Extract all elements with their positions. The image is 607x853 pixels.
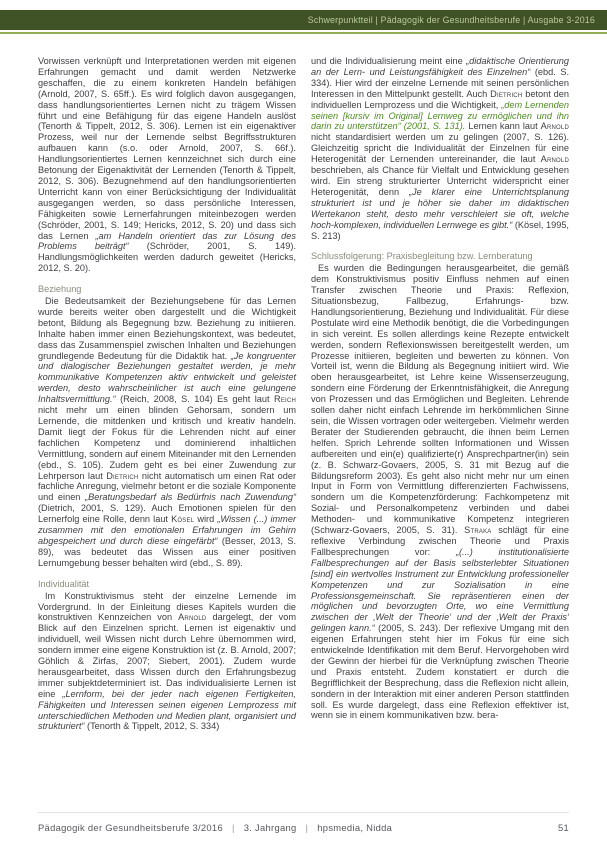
body-text: (Dietrich, 2001, S. 129). Auch Emotionen spielen für den Lernerfolg eine Rolle, denn laut <box>38 503 296 525</box>
author-name: Arnold <box>540 154 569 165</box>
body-text: (Besser, 2013, S. 89), was bedeutet das Wissen aus einer positiven Lernumgebung besser behalten wird (ebd., S. 89). <box>38 535 296 568</box>
section-heading: Individualität <box>38 578 90 589</box>
body-text: Es wurden die Bedingungen herausgearbeitet, die gemäß dem Konstruktivismus positiv Einfluss nehmen auf einen Transfer zwischen Theorie und Praxis: Reflexion, Situationsbezug, Fallbezug, Erfahrungs- bzw. Handlungsorientierung, Beziehung und Individualität. Für diese Postulate wird eine Methodik benötigt, die die Vorbedingungen in sich vereint. Es sollen allerdings keine Rezepte entwickelt werden, sondern Reflexionswissen bereitgestellt werden, um Prozesse initiieren, begleiten und bewerten zu können. Von Vorteil ist, wenn die Bildung als Begegnung initiiert wird. Wie oben herausgearbeitet, ist Lehre keine Wissenserzeugung, sondern eine Förderung der Erkenntnisfähigkeit, die Anregung von Prozessen und das Ermöglichen und Begleiten. Lehrende sollen daher nicht einfach Lehrende im herkömmlichen Sinne sein, die Wissen vortragen oder weitergeben. Vielmehr werden Berater der Studierenden gebraucht, die ihnen beim Lernen helfen. Sprich Lehrende sollten Informationen und Wissen aufbereiten und ein(e) qualifizierte(r) Ansprechpartner(in) sein (z. B. Schwarz-Govaers, 2005, S. 31 mit Bezug auf die Bildungsreform 2003). Es geht also nicht mehr nur um einen Input in Form von Vermittlung differenzierten Fachwissens, sondern um die Kompetenzförderung: Fachkompetenz mit Sozial- und Personalkompetenz verbinden und dabei Methoden- und kommunikative Kompetenz integrieren (Schwarz-Govaers, 2005, S. 31). <box>311 263 569 536</box>
body-text: (Schröder, 2001, S. 149). Handlungsmöglichkeiten werden dadurch geweitet (Hericks, 2012, S. 20). <box>38 241 296 274</box>
footer-volume: 3. Jahrgang <box>243 822 297 833</box>
footer-separator: | <box>305 822 309 833</box>
italic-quote: „Beratungsbedarf als Bedürfnis nach Zuwendung“ <box>85 492 296 503</box>
body-paragraph <box>38 56 296 274</box>
header-bar <box>0 10 607 30</box>
body-text: nicht mehr um einen blinden Gehorsam, sondern um Lernende, die mitdenken und kritisch und kreativ handeln. Damit liegt der Fokus für die Lehrenden nicht auf einer fachlichen Kompetenz und dominierend inhaltlichen Vermittlung, sondern auf einem Miteinander mit den Lernenden (ebd., S. 105). Zudem geht es bei einer Zuwendung zur Lehrperson laut <box>38 405 296 481</box>
body-text: (ebd. S. 334). Hier wird der einzelne Lernende mit seinen persönlichen Interessen in den Mittelpunkt gestellt. Auch <box>311 66 569 99</box>
body-text: (2005, S. 243). Der reflexive Umgang mit den eigenen Erfahrungen steht hier im Fokus für eine sich entwickelnde Identifikation mit dem Beruf. Hervorgehoben wird der Gewinn der hierbei für die Verknüpfung zwischen Theorie und Praxis entsteht. Zudem konstatiert er durch die Begrifflichkeit der Besprechung, dass die Reflexion nicht allein, sondern in der Interaktion mit einer anderen Person stattfinden soll. Es wurde dargelegt, dass eine Reflexion effektiver ist, wenn sie in einem kommunikativen bzw. bera- <box>311 623 569 721</box>
page-number: 51 <box>557 822 569 833</box>
left-column <box>38 56 296 804</box>
author-name: Arnold <box>178 612 207 623</box>
author-name: Straka <box>464 525 492 536</box>
body-text: Im Konstruktivismus steht der einzelne Lernende im Vordergrund. In der Einleitung dieses Kapitels wurden die konstruktiven Kennzeichen von <box>38 590 296 623</box>
section-heading: Beziehung <box>38 284 82 295</box>
body-text: (Reich, 2008, S. 104) Es geht laut <box>115 394 275 405</box>
body-text: und die Individualisierung meint eine <box>311 56 467 66</box>
footer-publisher: hpsmedia, Nidda <box>317 822 393 833</box>
italic-quote: „Wissen (...) immer zusammen mit den emotionalen Erfahrungen im Gehirn abgespeichert und durch diese eingefärbt“ <box>38 514 297 546</box>
italic-quote: „didaktische Orientierung an der Lern- und Leistungsfähigkeit des Einzelnen“ <box>311 56 569 77</box>
right-column <box>311 56 569 804</box>
body-text: beschrieben, als Chance für Vielfalt und Entwicklung gesehen wird. Ein streng strukturierter Unterricht widerspricht einer Heterogenität, denn <box>311 165 569 197</box>
footer-separator: | <box>231 822 235 833</box>
italic-quote: „Je klarer eine Unterrichtsplanung strukturiert ist und je höher sie daher im didaktischen Wertekanon steht, desto mehr verschleiert sie oft, welche hoch-komplexen, individuellen Lernwege es gibt.“ <box>311 186 569 230</box>
author-name: Dietrich <box>106 470 139 481</box>
body-text: wird <box>194 514 218 525</box>
italic-quote: „Je kongruenter und dialogischer Beziehungen gestaltet werden, je mehr kommunikative Kompetenzen aktiv entwickelt und geleistet werden, desto wahrscheinlicher ist auch eine gelungene Inhaltsvermittlung.“ <box>38 350 296 405</box>
author-name: Reich <box>274 394 296 405</box>
body-text: Die Bedeutsamkeit der Beziehungsebene für das Lernen wurde bereits weiter oben dargestellt und die Wichtigkeit betont, Bildung als Begegnung bzw. Beziehung zu initiieren. Inhalte haben immer einen Beziehungskontext, was bedeutet, dass das Zusammenspiel zwischen Inhalten und Beziehungen grundlegende Bedeutung für die Didaktik hat. <box>38 296 296 361</box>
author-name: Dietrich <box>490 88 523 99</box>
body-paragraph <box>38 591 296 733</box>
page-footer <box>38 812 569 833</box>
body-text: Vorwissen verknüpft und Interpretationen werden mit eigenen Erfahrungen gemacht und damit werden Netzwerke geschaffen, die zu einem konkreten Handeln befähigen (Arnold, 2007, S. 65ff.). Es wird folglich davon ausgegangen, dass handlungsorientiertes Lernen nicht zu trägem Wissen führt und eine Befähigung für das eigene Handeln auslöst (Tenorth & Tippelt, 2012, S. 306). Lernen ist ein eigenaktiver Prozess, weil nur der Lernende selbst Begriffsstrukturen aufbauen kann (s.o. oder Arnold, 2007, S. 66f.). Handlungsorientiertes Lernen kennzeichnet sich durch eine Betonung der Eigenaktivität der Lernenden (Tenorth & Tippelt, 2012, S. 306). Bezugnehmend auf den handlungsorientierten Unterricht kann von einer Berücksichtigung der Individualität ausgegangen werden, so dass persönliche Interessen, Fähigkeiten sowie Lernerfahrungen miteinbezogen werden (Schröder, 2001, S. 149; Hericks, 2012, S. 20) und dass sich das Lernen <box>38 56 296 241</box>
body-paragraph <box>38 296 296 569</box>
body-text: dargelegt, der vom Blick auf den Einzelnen spricht. Lernen ist eigenaktiv und individuell, weil Wissen nicht durch Lehre übernommen wird, sondern immer eine eigene Konstruktion ist (z. B. Arnold, 2007; Göhlich & Zirfas, 2007; Siebert, 2001). Zudem wurde herausgearbeitet, dass Wissen durch den Erfahrungsbezug immer subjektdeterminiert ist. Das individualisierte Lernen ist eine <box>38 612 296 699</box>
italic-quote: „am Handeln orientiert das zur Lösung des Problems beiträgt“ <box>38 230 296 252</box>
body-text: (Kösel, 1995, S. 213) <box>311 219 569 241</box>
body-text: nicht automatisch um einen Rat oder fachliche Anregung, vielmehr betont er die soziale Komponente und einen <box>38 470 297 503</box>
header-running-title: Schwerpunktteil | Pädagogik der Gesundheitsberufe | Ausgabe 3-2016 <box>307 15 595 25</box>
footer-journal-title: Pädagogik der Gesundheitsberufe 3/2016 <box>38 822 223 833</box>
italic-quote: „(...) institutionalisierte Fallbesprechungen auf der Basis selbsterlebter Situationen [sind] ein wertvolles Instrument zur Entwicklung professioneller Kompetenzen und zur Sozialisation in eine Professionsgemeinschaft. Sie repräsentieren einen der möglichen und bevorzugten Orte, wo eine Vermittlung zwischen der ‚Welt der Theorie‘ und der ‚Welt der Praxis‘ gelingen kann.“ <box>311 546 569 634</box>
body-text: betont den individuellen Lernprozess und die Wichtigkeit, <box>311 88 569 110</box>
italic-quote: „Lernform, bei der jeder nach eigenen Fertigkeiten, Fähigkeiten und Interessen seinen eigenen Lernprozess mit unterschiedlichen Methoden und Medien plant, organisiert und strukturiert“ <box>38 688 296 732</box>
highlighted-quote: „dem Lernenden seinen [kursiv im Original] Lernweg zu ermöglichen und ihn darin zu unterstützen“ (2001, S. 131). <box>311 99 569 132</box>
page-content <box>38 56 569 804</box>
body-text: nicht standardisiert werden um zu gelingen (2007, S. 126). Gleichzeitig spricht die Individualität der Einzelnen für eine Heterogenität der Lernenden untereinander, die laut <box>311 132 569 165</box>
body-text: schlägt für eine reflexive Verbindung zwischen Theorie und Praxis Fallbesprechungen vor: <box>311 525 569 557</box>
author-name: Kösel <box>171 514 195 525</box>
body-paragraph <box>311 56 569 241</box>
body-text: Lernen kann laut <box>465 121 541 132</box>
body-paragraph <box>311 263 569 721</box>
section-heading: Schlussfolgerung: Praxisbegleitung bzw. Lernberatung <box>311 251 533 262</box>
header-accent-line <box>0 32 607 34</box>
author-name: Arnold <box>540 121 569 132</box>
body-text: (Tenorth & Tippelt, 2012, S. 334) <box>84 721 220 732</box>
